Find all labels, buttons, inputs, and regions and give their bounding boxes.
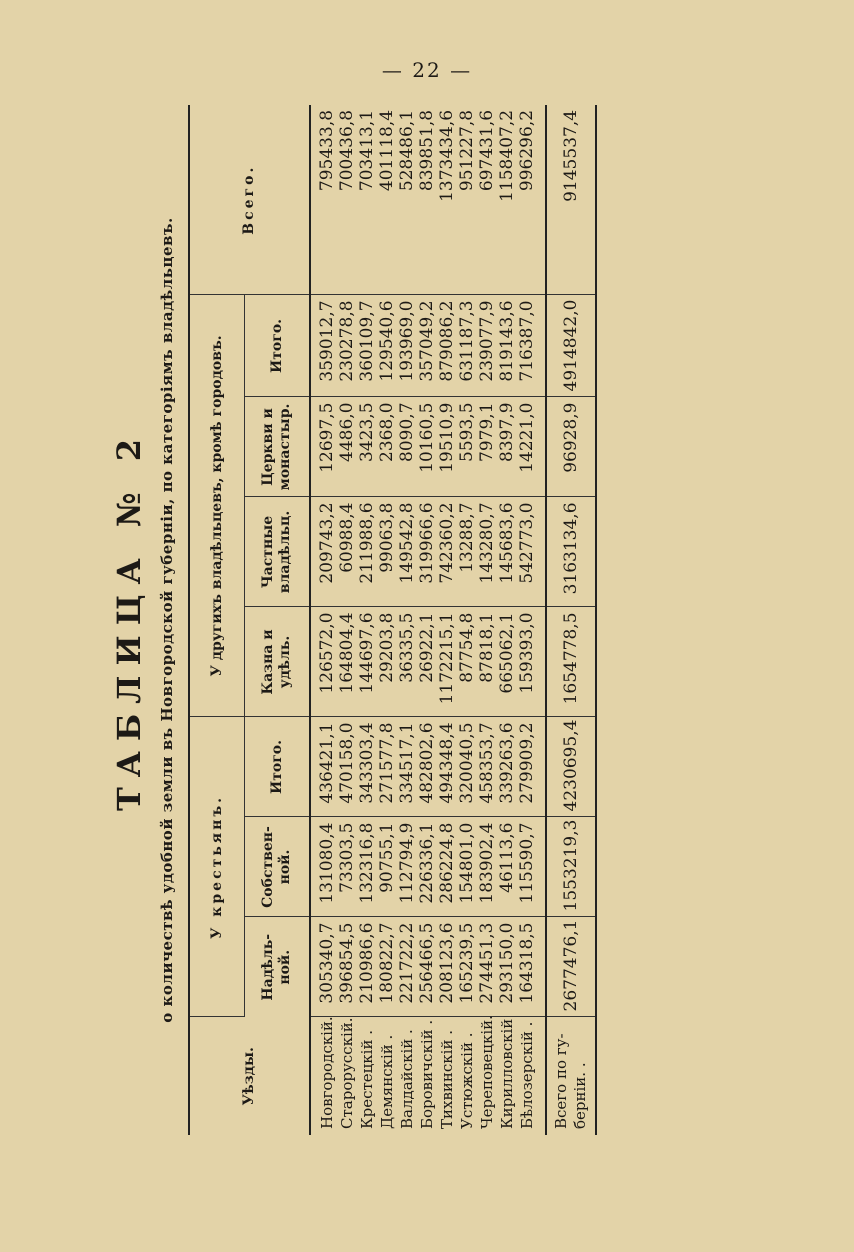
value-cell: 7979,1 [477,397,497,497]
value-cell: 305340,7 [310,917,337,1017]
uezd-name: Тихвинскій . [438,1029,456,1129]
value-cell: 3423,5 [357,397,377,497]
value-cell: 343303,4 [357,717,377,817]
value-cell: 271577,8 [377,717,397,817]
table-row [457,105,477,1135]
uezd-name: Новгородскій. [318,1016,336,1129]
table-row [477,105,497,1135]
total-cell: 9145537,4 [546,105,596,295]
header-others: У другихъ владѣльцевъ, кромѣ городовъ. [189,295,245,717]
value-cell: 13288,7 [457,497,477,607]
header-peasants: У крестьянъ. [189,717,245,1017]
value-cell: 87754,8 [457,607,477,717]
value-cell: 46113,6 [497,817,517,917]
value-cell: 470158,0 [337,717,357,817]
value-cell: 210986,6 [357,917,377,1017]
table-row [437,105,457,1135]
value-cell: 208123,6 [437,917,457,1017]
table-row [357,105,377,1135]
value-cell: 256466,5 [417,917,437,1017]
value-cell: 115590,7 [517,817,546,917]
total-cell: 4914842,0 [546,295,596,397]
value-cell: 700436,8 [337,105,357,295]
header-col-tserkvi: Церкви и монастыр. [245,397,311,497]
total-cell: 96928,9 [546,397,596,497]
value-cell: 221722,2 [397,917,417,1017]
table-row [517,105,546,1135]
value-cell: 697431,6 [477,105,497,295]
value-cell: 131080,4 [310,817,337,917]
value-cell: 183902,4 [477,817,497,917]
uezd-name: Боровичскій . [418,1019,436,1129]
value-cell: 1373434,6 [437,105,457,295]
header-col-kazna: Казна и удѣль. [245,607,311,717]
value-cell: 795433,8 [310,105,337,295]
value-cell: 29203,8 [377,607,397,717]
value-cell: 5593,5 [457,397,477,497]
table-row [397,105,417,1135]
header-col-itogo-others: Итого. [245,295,311,397]
value-cell: 19510,9 [437,397,457,497]
page-number: — 22 — [381,58,473,82]
value-cell: 193969,0 [397,295,417,397]
value-cell: 226336,1 [417,817,437,917]
value-cell: 334517,1 [397,717,417,817]
value-cell: 951227,8 [457,105,477,295]
uezd-name: Валдайскій . [398,1029,416,1129]
value-cell: 2368,0 [377,397,397,497]
table-row [337,105,357,1135]
value-cell: 149542,8 [397,497,417,607]
value-cell: 8397,9 [497,397,517,497]
value-cell: 180822,7 [377,917,397,1017]
value-cell: 230278,8 [337,295,357,397]
value-cell: 8090,7 [397,397,417,497]
value-cell: 482802,6 [417,717,437,817]
value-cell: 26922,1 [417,607,437,717]
value-cell: 360109,7 [357,295,377,397]
value-cell: 528486,1 [397,105,417,295]
value-cell: 458353,7 [477,717,497,817]
header-col-sobstv: Собствен-ной. [245,817,311,917]
value-cell: 126572,0 [310,607,337,717]
value-cell: 396854,5 [337,917,357,1017]
header-col-chastnye: Частные владѣльц. [245,497,311,607]
value-cell: 996296,2 [517,105,546,295]
value-cell: 631187,3 [457,295,477,397]
value-cell: 703413,1 [357,105,377,295]
table-row [497,105,517,1135]
value-cell: 436421,1 [310,717,337,817]
value-cell: 339263,6 [497,717,517,817]
value-cell: 1172215,1 [437,607,457,717]
value-cell: 819143,6 [497,295,517,397]
value-cell: 279909,2 [517,717,546,817]
value-cell: 10160,5 [417,397,437,497]
value-cell: 839851,8 [417,105,437,295]
value-cell: 359012,7 [310,295,337,397]
header-col-itogo-peasants: Итого. [245,717,311,817]
value-cell: 742360,2 [437,497,457,607]
value-cell: 211988,6 [357,497,377,607]
header-total: Всего. [189,105,310,295]
uezd-name: Старорусскій. [338,1017,356,1129]
value-cell: 165239,5 [457,917,477,1017]
value-cell: 494348,4 [437,717,457,817]
table-subtitle: о количествѣ удобной земли въ Новгородской губерніи, по категоріямъ владѣльцевъ. [158,217,176,1023]
value-cell: 274451,3 [477,917,497,1017]
land-table [188,105,597,1135]
total-row [546,105,596,1135]
value-cell: 665062,1 [497,607,517,717]
value-cell: 12697,5 [310,397,337,497]
uezd-name: Устюжскій . [458,1032,476,1129]
value-cell: 401118,4 [377,105,397,295]
uezd-name: Кирилловскій [498,1018,516,1129]
value-cell: 60988,4 [337,497,357,607]
value-cell: 4486,0 [337,397,357,497]
value-cell: 542773,0 [517,497,546,607]
header-col-nadel: Надѣль-ной. [260,933,293,1001]
total-cell: 4230695,4 [546,717,596,817]
total-label: Всего по гу-берніи. . [552,1033,589,1129]
total-cell: 1654778,5 [546,607,596,717]
total-cell: 3163134,6 [546,497,596,607]
value-cell: 716387,0 [517,295,546,397]
table-row [310,105,337,1135]
value-cell: 1158407,2 [497,105,517,295]
value-cell: 129540,6 [377,295,397,397]
value-cell: 143280,7 [477,497,497,607]
uezd-name: Крестецкій . [358,1029,376,1129]
value-cell: 239077,9 [477,295,497,397]
value-cell: 99063,8 [377,497,397,607]
value-cell: 132316,8 [357,817,377,917]
header-uezd: Уѣзды. [189,1017,310,1135]
value-cell: 357049,2 [417,295,437,397]
uezd-name: Череповецкій. [478,1015,496,1129]
value-cell: 154801,0 [457,817,477,917]
value-cell: 112794,9 [397,817,417,917]
value-cell: 144697,6 [357,607,377,717]
value-cell: 879086,2 [437,295,457,397]
table-row [377,105,397,1135]
value-cell: 209743,2 [310,497,337,607]
uezd-name: Демянскій . [378,1034,396,1129]
value-cell: 159393,0 [517,607,546,717]
total-cell: 1553219,3 [546,817,596,917]
value-cell: 293150,0 [497,917,517,1017]
value-cell: 319966,6 [417,497,437,607]
value-cell: 164318,5 [517,917,546,1017]
value-cell: 164804,4 [337,607,357,717]
uezd-name: Бѣлозерскій . [518,1021,536,1129]
rotated-table-block [110,105,810,1135]
value-cell: 36335,5 [397,607,417,717]
value-cell: 87818,1 [477,607,497,717]
table-body [310,105,546,1135]
table-title: ТАБЛИЦА № 2 [110,428,148,812]
table-total [546,105,596,1135]
value-cell: 286224,8 [437,817,457,917]
value-cell: 145683,6 [497,497,517,607]
table-row [417,105,437,1135]
value-cell: 73303,5 [337,817,357,917]
value-cell: 14221,0 [517,397,546,497]
total-cell: 2677476,1 [546,917,596,1017]
value-cell: 90755,1 [377,817,397,917]
value-cell: 320040,5 [457,717,477,817]
